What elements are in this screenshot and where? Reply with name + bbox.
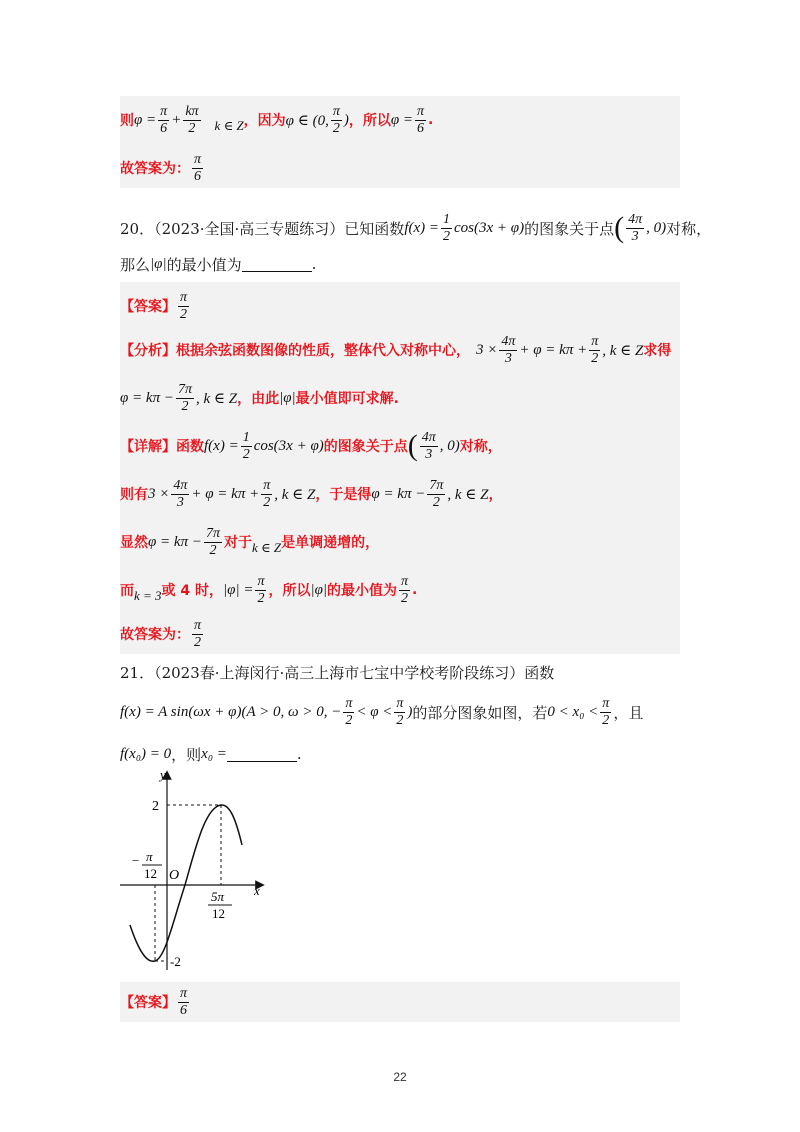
x-left-den: 12 bbox=[144, 866, 157, 881]
fraction: $\frac{\pi}{2}$ bbox=[263, 477, 271, 510]
math: φ = kπ − bbox=[120, 389, 174, 406]
math: , 0) bbox=[439, 437, 460, 454]
math: + bbox=[171, 111, 182, 128]
math: k = 3 bbox=[134, 588, 162, 603]
x-axis-label: x bbox=[254, 883, 260, 898]
text: 最小值即可求解. bbox=[295, 391, 399, 407]
math: k ∈ Z bbox=[214, 118, 244, 133]
q20-obviously bbox=[120, 520, 379, 564]
text: . bbox=[311, 255, 317, 273]
fraction: $\frac{\pi}{6}$ bbox=[194, 151, 202, 184]
text: ，所以 bbox=[268, 583, 311, 599]
fraction: $\frac{\pi}{2}$ bbox=[401, 573, 409, 606]
math: f(x) = A sin(ωx + φ) bbox=[120, 703, 242, 720]
fraction: $\frac{\pi}{2}$ bbox=[194, 617, 202, 650]
text: 【答案】 bbox=[120, 299, 176, 315]
y-max-label: 2 bbox=[152, 799, 159, 814]
fraction: $\frac{\pi}{2}$ bbox=[396, 695, 404, 728]
fraction: $\frac{4\pi}{3}$ bbox=[421, 429, 436, 462]
text: 21．（2023春·上海闵行·高三上海市七宝中学校考阶段练习）函数 bbox=[120, 663, 555, 682]
fraction: $\frac{\pi}{2}$ bbox=[602, 695, 610, 728]
x-right-den: 12 bbox=[212, 906, 225, 921]
text: ，则 bbox=[171, 745, 202, 764]
text: 的部分图象如图，若 bbox=[412, 703, 548, 722]
math: f(x) = bbox=[204, 437, 239, 454]
math: x₀ = bbox=[201, 745, 227, 762]
text: 【分析】根据余弦函数图像的性质，整体代入对称中心， bbox=[120, 343, 470, 359]
math: , 0) bbox=[646, 219, 667, 236]
text: . bbox=[296, 745, 302, 763]
math: (A > 0, ω > 0, − bbox=[241, 703, 342, 720]
fraction: $\frac{\pi}{6}$ bbox=[417, 103, 425, 136]
math: |φ| bbox=[279, 389, 296, 406]
text: . bbox=[412, 582, 418, 598]
text: ，因为 bbox=[243, 113, 286, 129]
text: 对称， bbox=[666, 219, 712, 238]
text: 对于 bbox=[223, 535, 252, 551]
math: |φ| = bbox=[223, 581, 254, 598]
fraction: $\frac{7\pi}{2}$ bbox=[205, 525, 220, 558]
math: , k ∈ Z bbox=[195, 390, 238, 407]
sine-curve bbox=[130, 805, 242, 961]
text: 的图象关于点 bbox=[323, 439, 408, 455]
fraction: $\frac{\pi}{2}$ bbox=[332, 103, 340, 136]
math: cos(3x + φ) bbox=[253, 437, 324, 454]
prev-final-answer bbox=[120, 148, 205, 188]
page-number: 22 bbox=[393, 1070, 407, 1084]
answer-blank bbox=[242, 257, 312, 272]
fraction: $\frac{\pi}{2}$ bbox=[345, 695, 353, 728]
fraction: $\frac{\pi}{2}$ bbox=[591, 333, 599, 366]
text: 的最小值为 bbox=[327, 583, 398, 599]
x-left-neg: − bbox=[132, 853, 140, 868]
math: f(x₀) = 0 bbox=[120, 745, 172, 762]
q20-answer bbox=[120, 286, 191, 326]
math: + φ = kπ + bbox=[519, 341, 588, 358]
math: |φ| bbox=[310, 581, 328, 598]
text: 而 bbox=[120, 583, 134, 599]
q21-line3 bbox=[120, 742, 302, 766]
math: ) bbox=[407, 703, 413, 720]
text: 【答案】 bbox=[120, 995, 176, 1011]
origin-label: O bbox=[169, 868, 180, 883]
x-left-num: π bbox=[146, 849, 153, 864]
text: ，且 bbox=[613, 703, 644, 722]
fraction: $\frac{1}{2}$ bbox=[443, 211, 450, 244]
text: ，于是得 bbox=[315, 487, 372, 503]
fraction: $\frac{k\pi}{2}$ bbox=[185, 103, 199, 136]
math: ) bbox=[343, 111, 349, 128]
math: , k ∈ Z bbox=[602, 342, 644, 359]
fraction: $\frac{4\pi}{3}$ bbox=[501, 333, 516, 366]
q20-detail: 【详解】函数 f(x) = $\frac{1}{2}$ cos(3x + φ) 的图象关于点 ( $\frac{4\pi}{3}$ , 0) 对称， bbox=[120, 429, 502, 462]
math: 3 × bbox=[148, 485, 170, 502]
math: cos(3x + φ) bbox=[454, 219, 525, 236]
q20-analysis bbox=[120, 330, 671, 370]
math: φ ∈ (0, bbox=[285, 112, 329, 129]
text: 的图象关于点 bbox=[524, 219, 615, 238]
math: f(x) = bbox=[404, 219, 439, 236]
math: , k ∈ Z bbox=[274, 486, 316, 503]
q20-final-answer bbox=[120, 614, 205, 654]
y-axis-label: y bbox=[160, 767, 166, 782]
x-right-num: 5π bbox=[211, 889, 225, 904]
math: k ∈ Z bbox=[251, 540, 282, 555]
text: 故答案为： bbox=[120, 161, 190, 177]
q20-header: 20．（2023·全国·高三专题练习）已知函数 f(x) = $\frac{1}{2}$ cos(3x + φ) 的图象关于点 ( $\frac{4\pi}{3}$ , 0) 对称， bbox=[120, 211, 712, 244]
math: 3 × bbox=[476, 341, 498, 358]
fraction: $\frac{\pi}{2}$ bbox=[257, 573, 265, 606]
q20-analysis-2 bbox=[120, 378, 399, 418]
q21-answer bbox=[120, 982, 191, 1022]
q20-and bbox=[120, 570, 417, 610]
math: < φ < bbox=[356, 703, 393, 720]
prev-answer-line1 bbox=[120, 100, 433, 140]
sine-graph bbox=[110, 765, 280, 980]
fraction: $\frac{4\pi}{3}$ bbox=[628, 211, 643, 244]
y-min-label: -2 bbox=[170, 954, 181, 969]
math: φ = bbox=[134, 111, 157, 128]
text: 求得 bbox=[643, 343, 672, 359]
text: 是单调递增的， bbox=[281, 535, 380, 551]
fraction: $\frac{7\pi}{2}$ bbox=[429, 477, 444, 510]
text: ， bbox=[488, 487, 503, 503]
text: 【详解】函数 bbox=[120, 439, 204, 455]
text: 则 bbox=[120, 113, 134, 129]
text: ，所以 bbox=[348, 113, 391, 129]
text: . bbox=[428, 112, 434, 128]
math: φ = kπ − bbox=[371, 485, 426, 502]
text: 的最小值为 bbox=[166, 255, 242, 274]
fraction: $\frac{7\pi}{2}$ bbox=[177, 381, 192, 414]
fraction: $\frac{\pi}{6}$ bbox=[180, 985, 188, 1018]
q21-header bbox=[120, 660, 554, 684]
q20-then bbox=[120, 474, 502, 514]
fraction: $\frac{\pi}{2}$ bbox=[180, 289, 188, 322]
q21-answer-block bbox=[120, 982, 680, 1022]
math: , k ∈ Z bbox=[447, 486, 489, 503]
math: + φ = kπ + bbox=[191, 485, 260, 502]
text: 那么 bbox=[120, 255, 151, 274]
text: 20．（2023·全国·高三专题练习）已知函数 bbox=[120, 219, 405, 238]
answer-blank bbox=[227, 747, 297, 762]
math: φ = bbox=[390, 111, 414, 128]
text: 显然 bbox=[120, 535, 148, 551]
q21-line2 bbox=[120, 690, 643, 734]
text: 或 4 时， bbox=[161, 583, 224, 599]
math: 0 < x₀ < bbox=[547, 703, 599, 720]
fraction: $\frac{4\pi}{3}$ bbox=[173, 477, 188, 510]
text: 对称， bbox=[459, 439, 502, 455]
math: |φ| bbox=[150, 255, 167, 272]
q20-line2 bbox=[120, 252, 316, 276]
text: ，由此 bbox=[237, 391, 280, 407]
math: φ = kπ − bbox=[148, 533, 202, 550]
fraction: $\frac{\pi}{6}$ bbox=[160, 103, 168, 136]
text: 则有 bbox=[120, 487, 148, 503]
text: 故答案为： bbox=[120, 627, 190, 643]
fraction: $\frac{1}{2}$ bbox=[242, 429, 250, 462]
